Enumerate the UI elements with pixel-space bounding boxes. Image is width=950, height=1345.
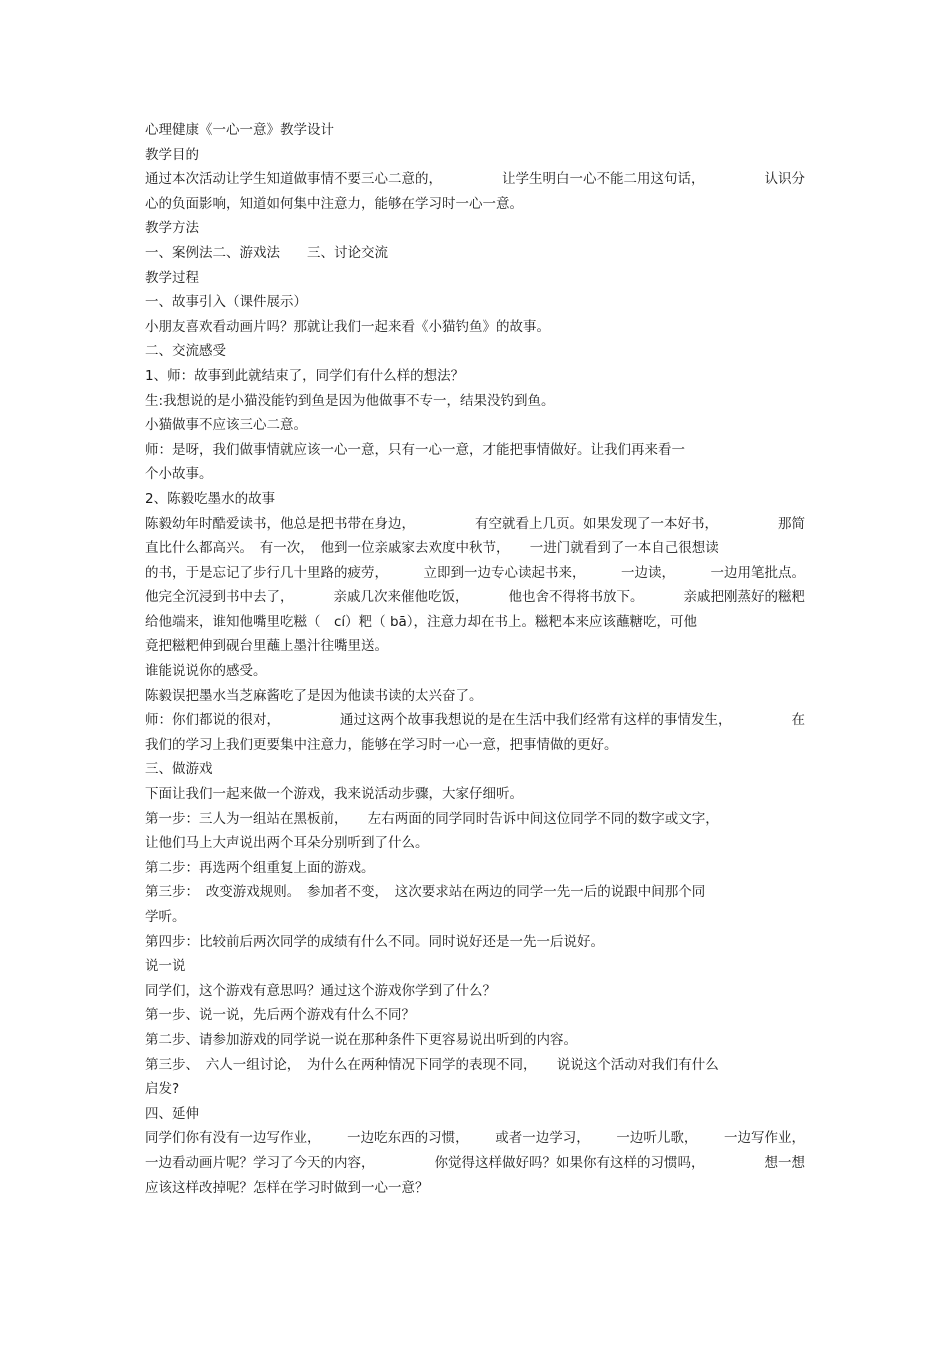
text-line <box>145 585 805 610</box>
text-line: 一、案例法二、游戏法 三、讨论交流 <box>145 244 388 261</box>
text-segment: 一边写作业， <box>724 1130 805 1147</box>
text-line: 四、延伸 <box>145 1105 199 1122</box>
text-line <box>145 1126 805 1151</box>
text-segment: 你觉得这样做好吗？如果你有这样的习惯吗， <box>434 1154 705 1171</box>
text-line: 陈毅误把墨水当芝麻酱吃了是因为他读书读的太兴奋了。 <box>145 687 483 704</box>
text-line: 第三步、 六人一组讨论， 为什么在两种情况下同学的表现不同， 说说这个活动对我们有什么 <box>145 1056 719 1073</box>
text-line: 教学目的 <box>145 146 199 163</box>
text-line: 2、陈毅吃墨水的故事 <box>145 490 276 507</box>
text-line: 第二步：再选两个组重复上面的游戏。 <box>145 859 375 876</box>
text-segment: 一边看动画片呢？学习了今天的内容， <box>145 1154 375 1171</box>
text-line: 启发? <box>145 1081 180 1098</box>
text-segment: 一边用笔批点。 <box>710 564 805 581</box>
text-line: 竟把糍粑伸到砚台里蘸上墨汁往嘴里送。 <box>145 638 388 655</box>
text-segment: 陈毅幼年时酷爱读书，他总是把书带在身边， <box>145 515 415 532</box>
text-segment: 一边读， <box>621 564 675 581</box>
text-segment: 亲戚把刚蒸好的糍粑 <box>683 589 805 606</box>
text-segment: 一边吃东西的习惯， <box>347 1130 469 1147</box>
text-line: 心的负面影响，知道如何集中注意力，能够在学习时一心一意。 <box>145 195 523 212</box>
text-line: 小猫做事不应该三心二意。 <box>145 417 307 434</box>
text-segment: 他完全沉浸到书中去了， <box>145 589 294 606</box>
text-line <box>145 167 805 192</box>
text-segment: 一边听儿歌， <box>616 1130 698 1147</box>
text-line: 第三步： 改变游戏规则。 参加者不变， 这次要求站在两边的同学一先一后的说跟中间那个同 <box>145 884 706 901</box>
text-line: 一、故事引入（课件展示） <box>145 294 307 311</box>
text-segment: 的书，于是忘记了步行几十里路的疲劳， <box>145 564 388 581</box>
text-segment: 想一想 <box>764 1154 805 1171</box>
text-line: 给他端来，谁知他嘴里吃糍（ cí）粑（ bā），注意力却在书上。糍粑本来应该蘸糖吃，可他 <box>145 613 698 630</box>
text-line: 让他们马上大声说出两个耳朵分别听到了什么。 <box>145 835 429 852</box>
text-line: 生:我想说的是小猫没能钓到鱼是因为他做事不专一，结果没钓到鱼。 <box>145 392 555 409</box>
document-title: 心理健康《一心一意》教学设计 <box>145 122 334 138</box>
text-segment: 师：你们都说的很对， <box>145 712 280 729</box>
text-line: 个小故事。 <box>145 466 213 483</box>
text-line: 教学过程 <box>145 269 199 286</box>
text-line <box>145 512 805 537</box>
text-line <box>145 561 805 586</box>
text-line: 小朋友喜欢看动画片吗？那就让我们一起来看《小猫钓鱼》的故事。 <box>145 318 550 335</box>
text-line: 第一步：三人为一组站在黑板前， 左右两面的同学同时告诉中间这位同学不同的数字或文字， <box>145 810 719 827</box>
text-line: 学听。 <box>145 909 186 925</box>
text-line: 谁能说说你的感受。 <box>145 663 267 680</box>
text-line: 三、做游戏 <box>145 761 213 778</box>
text-segment: 或者一边学习， <box>495 1130 590 1147</box>
text-line: 下面让我们一起来做一个游戏，我来说活动步骤，大家仔细听。 <box>145 786 523 803</box>
text-segment: 立即到一边专心读起书来， <box>423 564 586 581</box>
text-line: 直比什么都高兴。 有一次， 他到一位亲戚家去欢度中秋节， 一进门就看到了一本自己很想读 <box>145 540 719 557</box>
text-line: 同学们，这个游戏有意思吗？通过这个游戏你学到了什么？ <box>145 982 496 999</box>
text-line: 我们的学习上我们更要集中注意力，能够在学习时一心一意，把事情做的更好。 <box>145 736 618 753</box>
text-segment: 通过本次活动让学生知道做事情不要三心二意的， <box>145 171 442 188</box>
text-line <box>145 708 805 733</box>
text-line: 应该这样改掉呢？怎样在学习时做到一心一意？ <box>145 1179 429 1196</box>
text-line: 师：是呀，我们做事情就应该一心一意，只有一心一意，才能把事情做好。让我们再来看一 <box>145 441 685 458</box>
text-line: 二、交流感受 <box>145 343 226 360</box>
document-body <box>145 118 805 1200</box>
text-segment: 认识分 <box>764 171 805 188</box>
text-segment: 让学生明白一心不能二用这句话， <box>502 171 705 188</box>
text-line: 第一步、说一说，先后两个游戏有什么不同？ <box>145 1007 415 1024</box>
text-line: 教学方法 <box>145 220 199 237</box>
text-line: 第四步：比较前后两次同学的成绩有什么不同。同时说好还是一先一后说好。 <box>145 933 604 950</box>
text-segment: 在 <box>791 712 805 729</box>
text-segment: 有空就看上几页。如果发现了一本好书， <box>475 515 718 532</box>
text-segment: 通过这两个故事我想说的是在生活中我们经常有这样的事情发生， <box>340 712 732 729</box>
text-line: 说一说 <box>145 958 186 975</box>
text-line <box>145 1151 805 1176</box>
text-segment: 同学们你有没有一边写作业， <box>145 1130 321 1147</box>
text-segment: 那简 <box>778 515 805 532</box>
text-line: 第二步、请参加游戏的同学说一说在那种条件下更容易说出听到的内容。 <box>145 1031 577 1048</box>
text-segment: 亲戚几次来催他吃饭， <box>333 589 469 606</box>
text-line: 1、师：故事到此就结束了，同学们有什么样的想法？ <box>145 367 465 384</box>
text-segment: 他也舍不得将书放下。 <box>508 589 644 606</box>
